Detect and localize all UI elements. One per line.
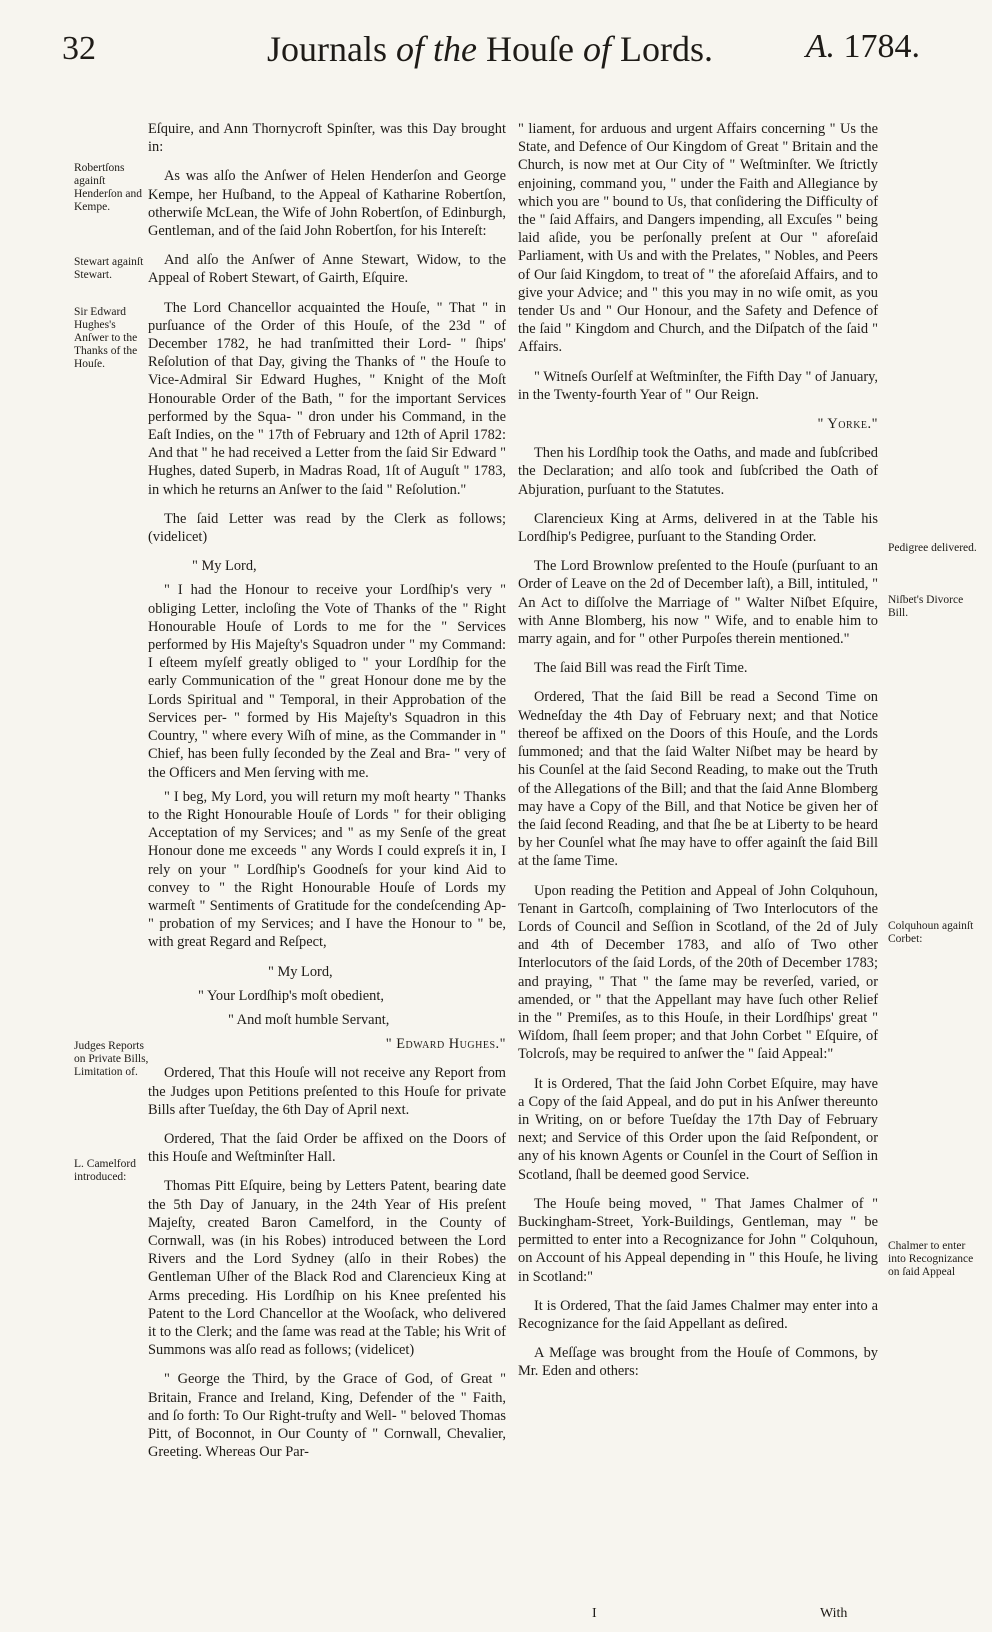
margin-note-stewart: Stewart againſt Stewart. <box>74 256 144 281</box>
writ-witness: " Witneſs Ourſelf at Weſtminſter, the Fifth Day " of January, in the Twenty-fourth Year of " Our Reign. <box>518 368 878 403</box>
paragraph: The ſaid Letter was read by the Clerk as follows; (videlicet) <box>148 510 506 546</box>
margin-note-chalmer: Chalmer to enter into Recognizance on ſaid Appeal <box>888 1240 974 1278</box>
letter-signature: " Edward Hughes." <box>385 1036 506 1053</box>
page-title: Journals of the Houſe of Lords. <box>267 29 713 69</box>
margin-note-camelford: L. Camelford introduced: <box>74 1158 136 1183</box>
paragraph: The ſaid Bill was read the Firſt Time. <box>534 660 748 677</box>
paragraph: Thomas Pitt Eſquire, being by Letters Patent, bearing date the 5th Day of January, in the 24th Year of His preſent Majeſty, created Baron Camelford, in the County of Cornwall, was (in his Robes) introduced between the Lord Rivers and the Lord Sydney (alſo in their Robes) the Gentleman Uſher of the Black Rod and Clarencieux King at Arms preceding. His Lordſhip on his Knee preſented his Patent to the Lord Chancellor at the Wooſack, who delivered it to the Clerk; and the ſame was read at the Table; his Writ of Summons was alſo read as follows; (videlicet) <box>148 1178 506 1359</box>
margin-note-pedigree: Pedigree delivered. <box>888 542 977 554</box>
catchword: With <box>820 1606 848 1621</box>
paragraph: The Lord Brownlow preſented to the Houſe (purſuant to an Order of Leave on the 2d of December laſt), a Bill, intituled, " An Act to diſſolve the Marriage of " Walter Niſbet Eſquire, with Anne Blomberg, his now " Wife, and to enable him to marry again, and for " other Purpoſes therein mentioned." <box>518 558 878 648</box>
paragraph: Upon reading the Petition and Appeal of John Colquhoun, Tenant in Gartcoſh, complaining of Two Interlocutors of the Lords of Council and Seſſion in Scotland, of the 2d of July and 4th of December 1783, and alſo of Two other Interlocutors of the ſaid Lords, of the 20th of December 1783; and praying, " That " the ſame may be reverſed, varied, or amended, or " that the Appellant may have ſuch other Relief in the " Premiſes, as to this Houſe, in their Lordſhips' great " Wiſdom, ſhall ſeem proper; and that John Corbet " Eſquire, of Tolcroſs, may be required to anſwer the " ſaid Appeal:" <box>518 882 878 1063</box>
letter-paragraph: " I beg, My Lord, you will return my moſt hearty " Thanks to the Right Honourable Houſe of Lords " for their obliging Acceptation of my Services; and " as my Senſe of the great Honour done me exceeds " any Words I could expreſs it in, I rely on your " Lordſhip's Goodneſs for your kind Aid to convey to " the Right Honourable Houſe of Lords my warmeſt " Sentiments of Gratitude for the condeſcending Ap- " probation of my Services; and I have the Honour to " be, with great Regard and Reſpect, <box>148 788 506 951</box>
writ-signature: " Yorke." <box>817 416 878 433</box>
right-column <box>518 120 878 1392</box>
page-year: A. 1784. <box>805 28 920 65</box>
paragraph: As was alſo the Anſwer of Helen Henderſon and George Kempe, her Huſband, to the Appeal of Katharine Robertſon, otherwiſe McLean, the Wife of John Robertſon, of Edinburgh, Gentleman, and of the ſaid John Robertſon, for his Intereſt: <box>148 168 506 240</box>
page-number: 32 <box>62 30 96 67</box>
left-column <box>148 120 506 1472</box>
margin-note-hughes: Sir Edward Hughes's Anſwer to the Thanks of the Houſe. <box>74 306 138 370</box>
paragraph: And alſo the Anſwer of Anne Stewart, Widow, to the Appeal of Robert Stewart, of Gairth, Eſquire. <box>148 252 506 287</box>
page-header <box>60 28 920 88</box>
paragraph: The Lord Chancellor acquainted the Houſe, " That " in purſuance of the Order of this Houſe, of the 23d " of December 1782, he had tranſmitted their Lord- " ſhips' Reſolution of that Day, giving the Thanks of " the Houſe to Vice-Admiral Sir Edward Hughes, " Knight of the Moſt Honourable Order of the Bath, " for the important Services performed by the Squa- " dron under his Command, in the Eaſt Indies, on the " 17th of February and 12th of April 1782: And that " he had received a Letter from the ſaid Sir Edward " Hughes, dated Superb, in Madras Road, 1ſt of Auguſt " 1783, in which he returns an Anſwer to the ſaid " Reſolution." <box>148 299 506 498</box>
paragraph: The Houſe being moved, " That James Chalmer of " Buckingham-Street, York-Buildings, Gentleman, may " be permitted to enter into a Recognizance for John " Colquhoun, on Account of his Appeal depending in " this Houſe, he living in Scotland:" <box>518 1195 878 1285</box>
letter-closing: " Your Lordſhip's moſt obedient, <box>198 987 384 1004</box>
paragraph: Ordered, That the ſaid Order be affixed on the Doors of this Houſe and Weſtminſter Hall. <box>148 1130 506 1166</box>
paragraph: Then his Lordſhip took the Oaths, and made and ſubſcribed the Declaration; and alſo took and ſubſcribed the Oath of Abjuration, purſuant to the Statutes. <box>518 445 878 498</box>
writ-paragraph: " liament, for arduous and urgent Affairs concerning " Us the State, and Defence of Our Kingdom of Great " Britain and the Church, is now met at Our City of " Weſtminſter. We ſtrictly enjoining, command you, " under the Faith and Allegiance by which you are " bound to Us, that conſidering the Difficulty of the " ſaid Affairs, and Dangers impending, all Excuſes " being laid aſide, you be perſonally preſent at Our " aforeſaid Parliament, with Us and with the Prelates, " Nobles, and Peers of Our ſaid Kingdom, to treat of " the aforeſaid Affairs, and to give your Advice; and " this you may in no wiſe omit, as you tender Us and " Our Honour, and the Safety and Defence of the ſaid " Kingdom and Church, and the Diſpatch of the ſaid " Affairs. <box>518 121 878 356</box>
letter-paragraph: " I had the Honour to receive your Lordſhip's very " obliging Letter, incloſing the Vote of Thanks of the " Right Honourable Houſe of Lords to me for the " Services performed by His Majeſty's Squadron under " my Command: I eſteem myſelf greatly obliged to " your Lordſhip for the early Communication of the " great Honour done me by the Lords Spiritual and " Temporal, in their Approbation of the Services per- " formed by His Majeſty's Squadron in this Country, " where every Wiſh of mine, as the Commander in " Chief, has been fully ſeconded by the Zeal and Bra- " very of the Officers and Men ſerving with me. <box>148 582 506 781</box>
sheet-signature: I <box>592 1606 597 1621</box>
paragraph: Ordered, That the ſaid Bill be read a Second Time on Wedneſday the 4th Day of February next; and that Notice thereof be affixed on the Doors of this Houſe, and the Lords ſummoned; and that the ſaid Walter Niſbet may be heard by his Counſel at the ſaid Second Reading, to make out the Truth of the Allegations of the Bill; and that the ſaid Anne Blomberg may have a Copy of the Bill, and that Notice be given her of the ſaid ſecond Reading, and that ſhe be at Liberty to be heard by her Counſel what ſhe may have to offer againſt the ſaid Bill at the ſame Time. <box>518 689 878 870</box>
paragraph: It is Ordered, That the ſaid James Chalmer may enter into a Recognizance for the ſaid Appellant as deſired. <box>518 1297 878 1332</box>
writ-paragraph: " George the Third, by the Grace of God, of Great " Britain, France and Ireland, King, Defender of the " Faith, and ſo forth: To Our Right-truſty and Well- " beloved Thomas Pitt, of Boconnot, in Our County of " Cornwall, Chevalier, Greeting. Whereas Our Par- <box>148 1371 506 1461</box>
paragraph: Eſquire, and Ann Thornycroft Spinſter, was this Day brought in: <box>148 121 506 156</box>
letter-salutation: " My Lord, <box>192 558 257 575</box>
paragraph: Clarencieux King at Arms, delivered in at the Table his Lordſhip's Pedigree, purſuant to the Standing Order. <box>518 510 878 546</box>
letter-closing: " My Lord, <box>268 963 333 980</box>
margin-note-judges: Judges Reports on Private Bills, Limitation of. <box>74 1040 149 1078</box>
paragraph: Ordered, That this Houſe will not receive any Report from the Judges upon Petitions preſented to this Houſe for private Bills after Tueſday, the 6th Day of April next. <box>148 1065 506 1118</box>
margin-note-colquhoun: Colquhoun againſt Corbet: <box>888 920 974 945</box>
paragraph: A Meſſage was brought from the Houſe of Commons, by Mr. Eden and others: <box>518 1345 878 1380</box>
paragraph: It is Ordered, That the ſaid John Corbet Eſquire, may have a Copy of the ſaid Appeal, and do put in his Anſwer thereunto in Writing, on or before Tueſday the 17th Day of February next; and Service of this Order upon the ſaid Reſpondent, or any of his known Agents or Counſel in the Court of Seſſion in Scotland, ſhall be deemed good Service. <box>518 1075 878 1183</box>
letter-closing: " And moſt humble Servant, <box>228 1011 390 1028</box>
margin-note-robertsons: Robertſons againſt Henderſon and Kempe. <box>74 162 143 213</box>
margin-note-nisbet: Niſbet's Divorce Bill. <box>888 594 964 619</box>
